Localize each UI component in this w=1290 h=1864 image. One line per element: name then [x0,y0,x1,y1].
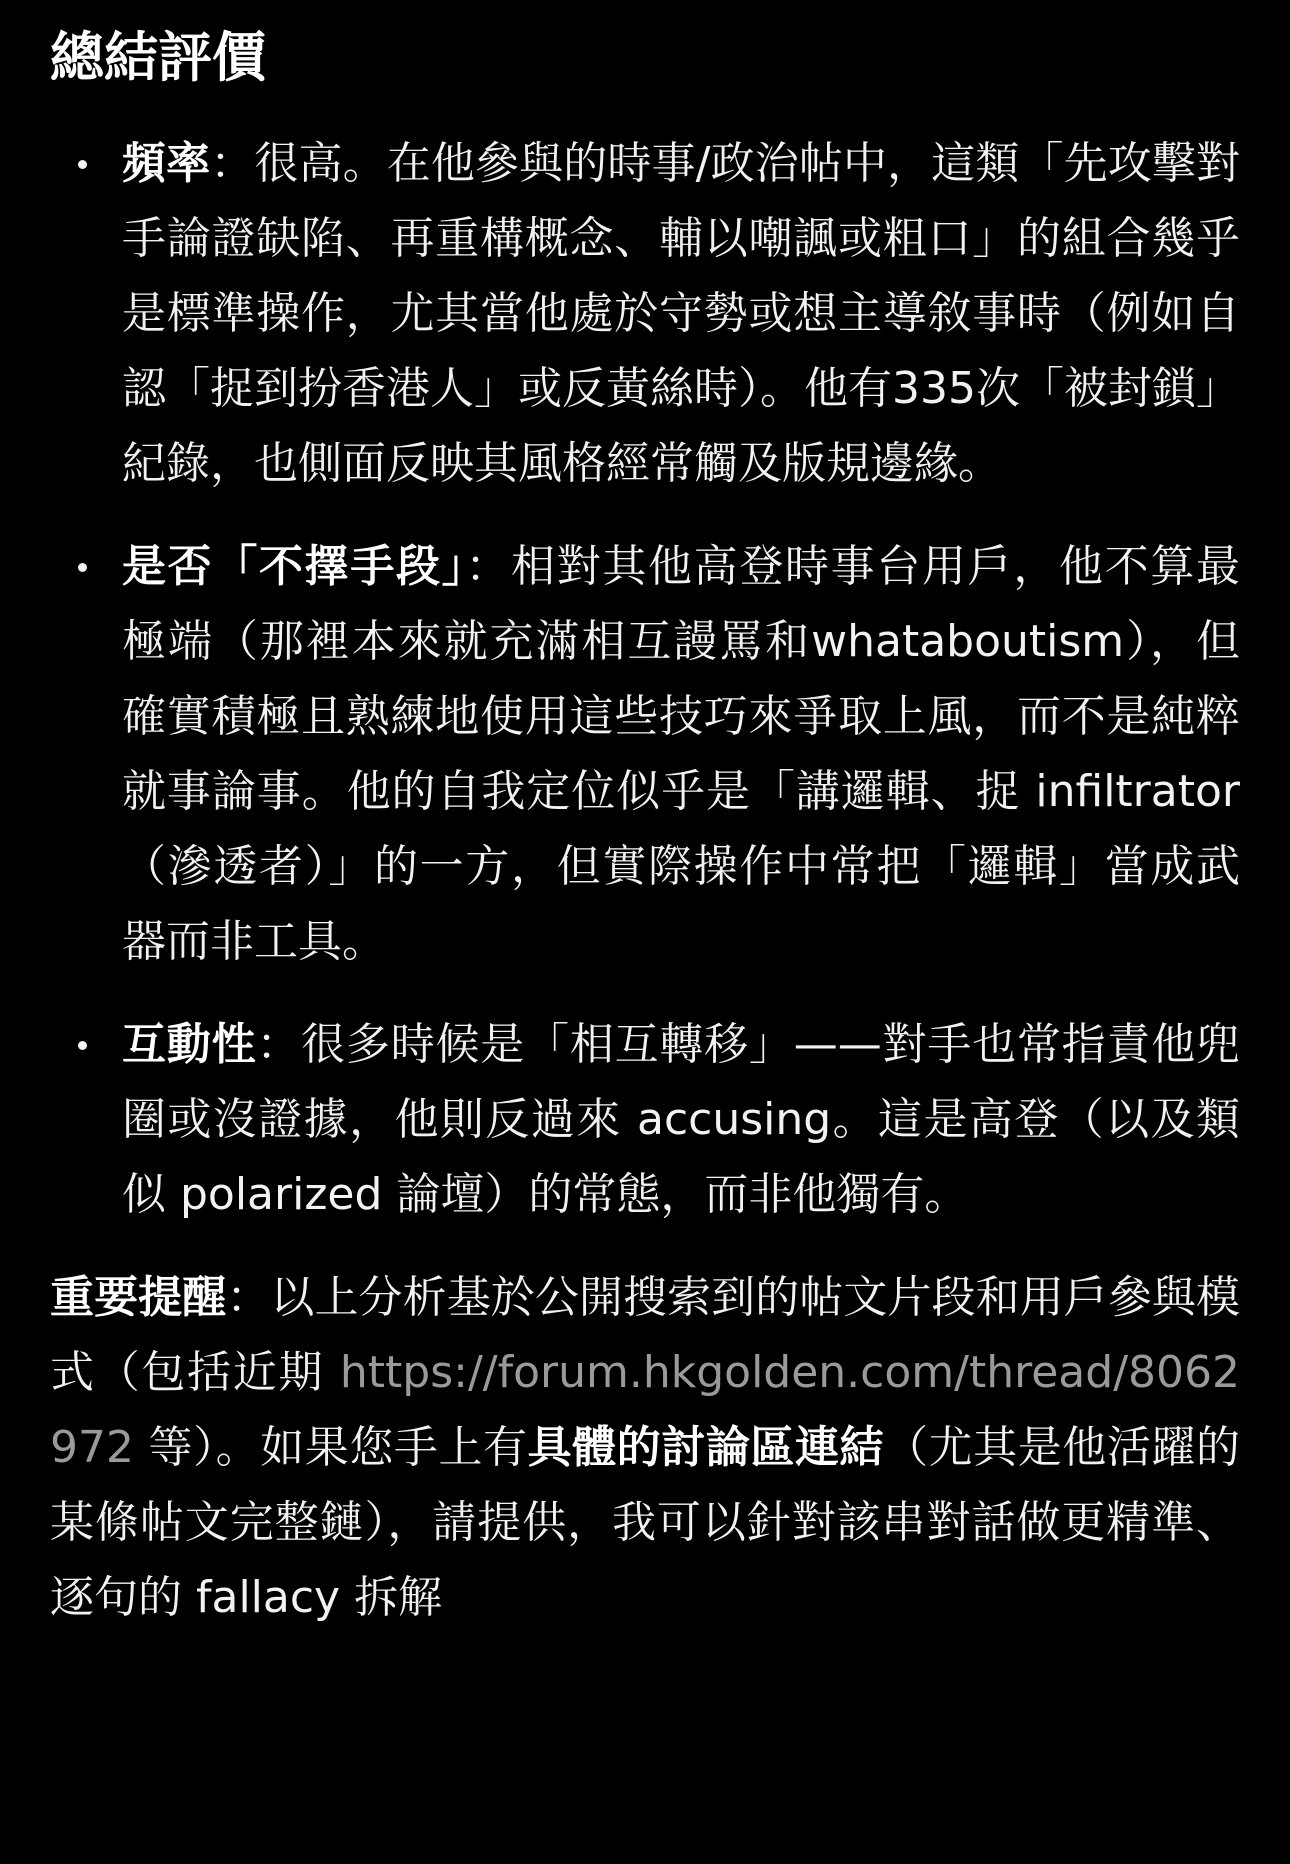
list-item-unscrupulous [50,529,1240,979]
bullet-text: ：相對其他高登時事台用戶，他不算最極端（那裡本來就充滿相互謾罵和whataboutism），但確實積極且熟練地使用這些技巧來爭取上風，而不是純粹就事論事。他的自我定位似乎是「講邏輯、捉 infiltrator（滲透者）」的一方，但實際操作中常把「邏輯」當成武器而非工具。 [122,541,1241,967]
thread-link[interactable]: https://forum.hkgolden.com/thread/8062972 [50,1347,1240,1473]
list-item-frequency [50,126,1240,501]
note-text: 等）。如果您手上有 [133,1422,528,1473]
note-bold-text: 具體的討論區連結 [527,1422,885,1473]
evaluation-list [50,126,1240,1232]
bullet-label: 頻率 [122,138,211,189]
list-item-interactivity [50,1007,1240,1232]
note-label: 重要提醒 [50,1272,227,1323]
note-text: （尤其是他活躍的某條帖文完整鏈），請提供，我可以針對該串對話做更精準、逐句的 fallacy 拆解 [50,1422,1240,1623]
bullet-text: ：很高。在他參與的時事/政治帖中，這類「先攻擊對手論證缺陷、再重構概念、輔以嘲諷或粗口」的組合幾乎是標準操作，尤其當他處於守勢或想主導敘事時（例如自認「捉到扮香港人」或反黃絲時）。他有335次「被封鎖」紀錄，也側面反映其風格經常觸及版規邊緣。 [122,138,1241,489]
bullet-dot-icon [78,160,87,169]
bullet-label: 是否「不擇手段」 [122,541,466,592]
bullet-dot-icon [78,1041,87,1050]
bullet-dot-icon [78,563,87,572]
note-text: ：以上分析基於公開搜索到的帖文片段和用戶參與模式（包括近期 [50,1272,1241,1398]
bullet-text: ：很多時候是「相互轉移」——對手也常指責他兜圈或沒證據，他則反過來 accusing。這是高登（以及類似 polarized 論壇）的常態，而非他獨有。 [122,1019,1241,1220]
important-note [50,1260,1240,1635]
bullet-label: 互動性 [122,1019,257,1070]
section-heading: 總結評價 [50,26,266,89]
